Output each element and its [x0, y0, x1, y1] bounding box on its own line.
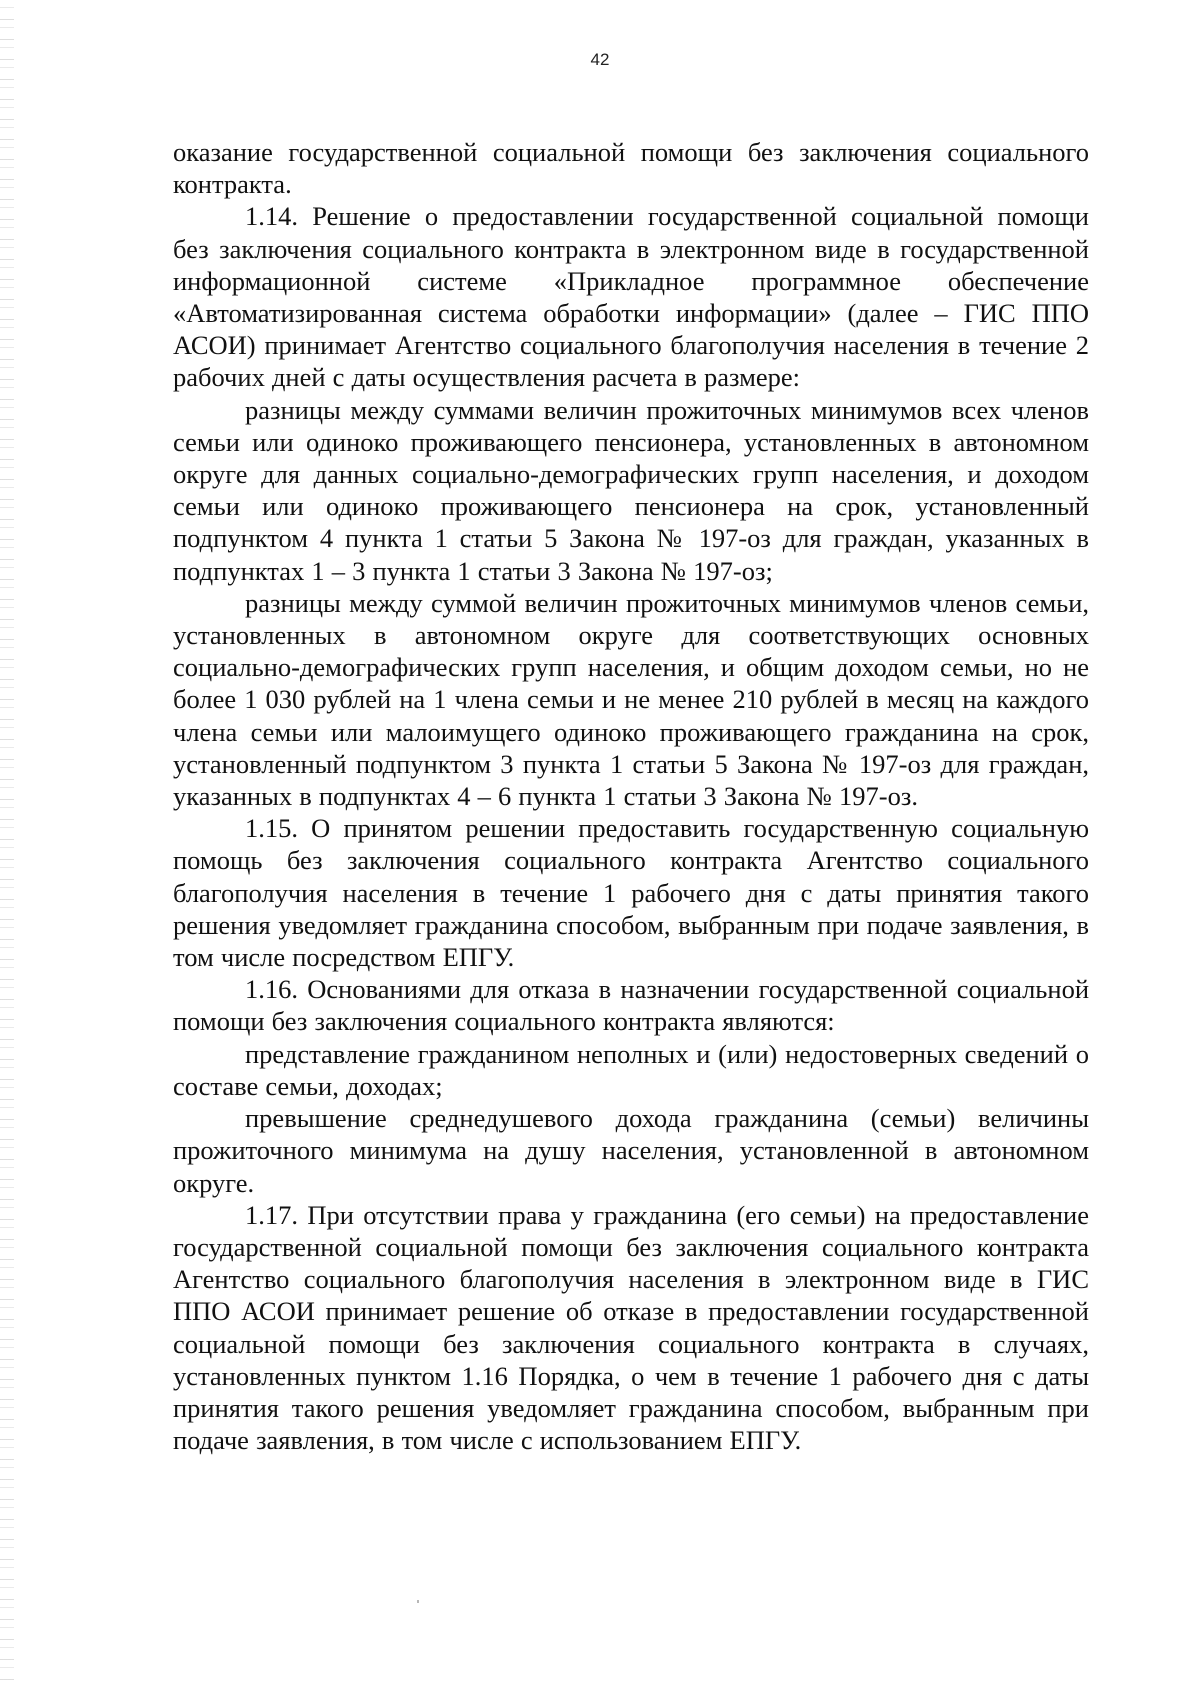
paragraph-refusal-income-excess: превышение среднедушевого дохода гражданина (семьи) величины прожиточного минимума на душу населения, установленной в автономном округе.: [173, 1103, 1089, 1198]
document-body: [173, 136, 1089, 1456]
paragraph-1-14: 1.14. Решение о предоставлении государственной социальной помощи без заключения социального контракта в электронном виде в государственной информационной системе «Прикладное программное обеспечение «Автоматизированная система обработки информации» (далее – ГИС ППО АСОИ) принимает Агентство социального благополучия населения в течение 2 рабочих дней с даты осуществления расчета в размере:: [173, 201, 1089, 393]
paragraph-difference-family: разницы между суммой величин прожиточных минимумов членов семьи, установленных в автономном округе для соответствующих основных социально-демографических групп населения, и общим доходом семьи, но не более 1 030 рублей на 1 члена семьи и не менее 210 рублей в месяц на каждого члена семьи или малоимущего одиноко проживающего гражданина на срок, установленный подпунктом 3 пункта 1 статьи 5 Закона № 197-оз для граждан, указанных в подпунктах 4 – 6 пункта 1 статьи 3 Закона № 197-оз.: [173, 587, 1089, 812]
paragraph-difference-pensioner: разницы между суммами величин прожиточных минимумов всех членов семьи или одиноко проживающего пенсионера, установленных в автономном округе для данных социально-демографических групп населения, и доходом семьи или одиноко проживающего пенсионера на срок, установленный подпунктом 4 пункта 1 статьи 5 Закона № 197-оз для граждан, указанных в подпунктах 1 – 3 пункта 1 статьи 3 Закона № 197-оз;: [173, 394, 1089, 586]
page-number: 42: [590, 50, 610, 69]
paragraph-continuation: оказание государственной социальной помощи без заключения социального контракта.: [173, 137, 1089, 200]
paragraph-refusal-incomplete-info: представление гражданином неполных и (или) недостоверных сведений о составе семьи, доходах;: [173, 1038, 1089, 1101]
paragraph-1-17: 1.17. При отсутствии права у гражданина (его семьи) на предоставление государственной социальной помощи без заключения социального контракта Агентство социального благополучия населения в электронном виде в ГИС ППО АСОИ принимает решение об отказе в предоставлении государственной социальной помощи без заключения социального контракта в случаях, установленных пунктом 1.16 Порядка, о чем в течение 1 рабочего дня с даты принятия такого решения уведомляет гражданина способом, выбранным при подаче заявления, в том числе с использованием ЕПГУ.: [173, 1199, 1089, 1456]
paragraph-1-15: 1.15. О принятом решении предоставить государственную социальную помощь без заключения социального контракта Агентство социального благополучия населения в течение 1 рабочего дня с даты принятия такого решения уведомляет гражданина способом, выбранным при подаче заявления, в том числе посредством ЕПГУ.: [173, 813, 1089, 973]
scan-edge-artifact: [0, 0, 14, 1686]
paragraph-1-16: 1.16. Основаниями для отказа в назначении государственной социальной помощи без заключения социального контракта являются:: [173, 974, 1089, 1037]
scan-dot-artifact: [417, 1600, 419, 1603]
